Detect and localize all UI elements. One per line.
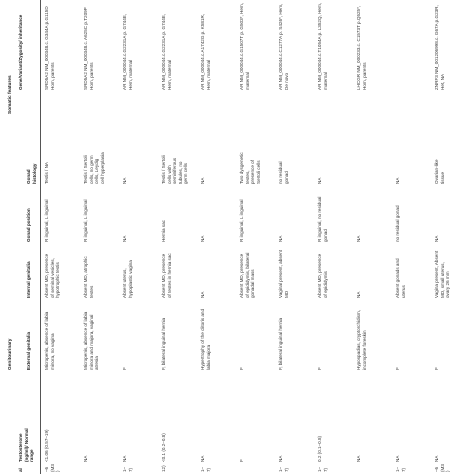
- col-header-testosterone: Testosterone (ng/ml)/ Normal range: [18, 428, 35, 462]
- col-header-id: al: [18, 468, 23, 472]
- cell-internal-genitalia: NA: [356, 291, 361, 298]
- cell-gene-variant: ZNRF3 NM_001206998.c. G67A p.G23R, Het, NA: [434, 5, 445, 90]
- cell-internal-genitalia: Absent gonads and uterus: [395, 258, 406, 298]
- cell-testosterone: NA: [356, 455, 361, 462]
- cell-gonad-histology: NA: [317, 177, 322, 184]
- cell-gene-variant: AR NM_000044.c.C1277A p. S426*, Hem, De novo: [278, 3, 289, 90]
- cell-gonad-histology: NA: [395, 177, 400, 184]
- cell-internal-genitalia: NA: [200, 291, 205, 298]
- cell-id: [239, 464, 276, 472]
- cell-internal-genitalia: Absent MD, presence of epididymis: [317, 253, 328, 298]
- cell-internal-genitalia: Absent MD, atrophic testes: [83, 256, 94, 298]
- cell-gonad-position: NA: [200, 235, 205, 242]
- cell-external-genitalia: F: [395, 367, 400, 370]
- cell-testosterone: NA: [395, 455, 400, 462]
- cell-external-genitalia: Hypertrophy of the clitoris and labia majora: [200, 308, 211, 370]
- cell-gene-variant: AR NM_000044.c.G2231A p. G744E, Hem, maternal: [122, 13, 133, 90]
- cell-gonad-position: R inguinal, L inguinal: [239, 199, 244, 242]
- cell-id: –6 (M3): [44, 464, 61, 472]
- cell-testosterone: NA: [83, 455, 88, 462]
- cell-internal-genitalia: Absent MD, presence of epididymis, bilateral gonadal mass: [239, 252, 256, 298]
- cell-external-genitalia: F: [122, 367, 127, 370]
- cell-somatic-features: [317, 104, 354, 144]
- cell-internal-genitalia: Absent uterus, hypoplastic vagina: [122, 260, 133, 298]
- cell-external-genitalia: F, bilateral inguinal hernia: [161, 317, 166, 370]
- cell-gonad-histology: [356, 152, 393, 184]
- cell-id: 1–7): [317, 466, 328, 472]
- header-rule: [40, 0, 41, 474]
- cell-somatic-features: [200, 104, 237, 144]
- cell-id: [356, 464, 393, 472]
- cell-testosterone: <1.06 (0.57–19): [44, 429, 49, 462]
- cell-internal-genitalia: Vaginal present, absent MD: [278, 250, 289, 298]
- cell-testosterone: NA: [200, 455, 205, 462]
- cell-id: 1–7): [200, 466, 211, 472]
- cell-internal-genitalia: Vagina present, Absent MD, small uterus, ovary 26 mm: [434, 250, 451, 298]
- cell-gonad-histology: Ovarian-like tissue: [434, 159, 445, 184]
- cell-external-genitalia: F: [317, 367, 322, 370]
- cell-somatic-features: [44, 104, 81, 144]
- cell-gene-variant: SRD5A2 NM_000348.c. A625C p.T209P Hom, parents: [83, 7, 94, 90]
- cell-somatic-features: [239, 104, 276, 144]
- cell-id: 1–7): [278, 466, 289, 472]
- cell-id: 1–7): [122, 466, 133, 472]
- cell-somatic-features: [434, 104, 471, 144]
- cell-gonad-position: NA: [434, 235, 439, 242]
- cell-external-genitalia: Hypospadias, cryptorchidism, incomplete foreskin: [356, 310, 367, 370]
- cell-gene-variant: SRD5A2 NM_000348.c. G344A p.G115D Hom, parents: [44, 6, 55, 90]
- cell-id: –6 (M3): [434, 464, 451, 472]
- cell-somatic-features: [278, 104, 315, 144]
- cell-id: 1–7): [395, 466, 406, 472]
- cell-gonad-histology: Testis / Sertoli cells, no germ cells, Leydig cell hyperplasia: [83, 152, 105, 184]
- cell-gonad-histology: Testis / Sertoli cells with seminiferous tubules, no germ cells: [161, 155, 189, 184]
- cell-gonad-histology: Two dysgenetic testes, presence of Sertoli cells: [239, 152, 261, 184]
- cell-gonad-position: no residual gonad: [395, 205, 400, 242]
- cell-gonad-position: NA: [122, 235, 127, 242]
- cell-gene-variant: AR NM_000044.c.G1507T p. G503*, Hem, maternal: [239, 3, 250, 90]
- cell-internal-genitalia: Absent MD, presence of seminal vesicles, hypotrophic testis: [44, 253, 61, 298]
- group-header-somatic-features: Somatic features: [8, 75, 13, 114]
- cell-testosterone: NA: [122, 455, 127, 462]
- cell-gonad-position: R inguinal, L inguinal: [83, 199, 88, 242]
- cell-id: 12): [161, 465, 166, 472]
- cell-gene-variant: [395, 2, 432, 90]
- col-header-external-genitalia: External genitalia: [26, 331, 31, 370]
- cell-testosterone: F: [239, 459, 244, 462]
- col-header-internal-genitalia: Internal genitalia: [26, 261, 31, 298]
- cell-gonad-position: NA: [356, 235, 361, 242]
- cell-somatic-features: [161, 104, 198, 144]
- cell-id: [83, 464, 120, 472]
- cell-somatic-features: [122, 104, 159, 144]
- cell-testosterone: NA: [434, 455, 439, 462]
- cell-external-genitalia: Micropenis, absence of labia minora, no vagina: [44, 311, 55, 370]
- cell-somatic-features: [356, 104, 393, 144]
- cell-gene-variant: LHCGR NM_000233.c. C1573T p.Q525*, Hom, parents: [356, 5, 367, 90]
- col-header-gonad-position: Gonad position: [26, 208, 31, 242]
- cell-external-genitalia: F, bilateral inguinal hernia: [278, 317, 283, 370]
- cell-gonad-position: R inguinal, L inguinal: [44, 199, 49, 242]
- cell-gonad-position: R inguinal, no residual gonad: [317, 196, 328, 242]
- cell-somatic-features: [395, 104, 432, 144]
- cell-gonad-histology: Testis / NA: [44, 162, 49, 184]
- cell-internal-genitalia: Absent MD, presence of testes in hernia sac: [161, 253, 172, 298]
- cell-external-genitalia: F: [239, 367, 244, 370]
- cell-testosterone: <0.1 (0.2–0.8): [161, 433, 166, 462]
- cell-gonad-histology: NA: [200, 177, 205, 184]
- cell-gonad-position: NA: [278, 235, 283, 242]
- cell-gonad-histology: NA: [122, 177, 127, 184]
- cell-external-genitalia: Micropenis, absence of labia minora and majora, vaginal atresia: [83, 311, 100, 370]
- cell-gene-variant: AR NM_000044.c.T1054A p. L352Q, Hem, maternal: [317, 2, 328, 90]
- cell-gene-variant: AR NM_000044.c.G2231A p. G744E, Hem, maternal: [161, 13, 172, 90]
- cell-testosterone: NA: [278, 455, 283, 462]
- cell-somatic-features: [83, 104, 120, 144]
- cell-external-genitalia: F: [434, 367, 439, 370]
- group-header-genitourinary: Genitourinary: [8, 338, 13, 370]
- cell-gonad-histology: no residual gonad: [278, 161, 289, 184]
- cell-gonad-position: Hernia sac: [161, 220, 166, 242]
- cell-gene-variant: AR NM_000044.c.A1742G p. K581R, Hem, maternal: [200, 13, 211, 90]
- cell-testosterone: 0.2 (0.1–0.8): [317, 435, 322, 462]
- col-header-gonad-histology: Gonad histology: [26, 163, 37, 184]
- col-header-gene-variant: Gene/Variant/Zygosity/ inheritance: [18, 14, 23, 90]
